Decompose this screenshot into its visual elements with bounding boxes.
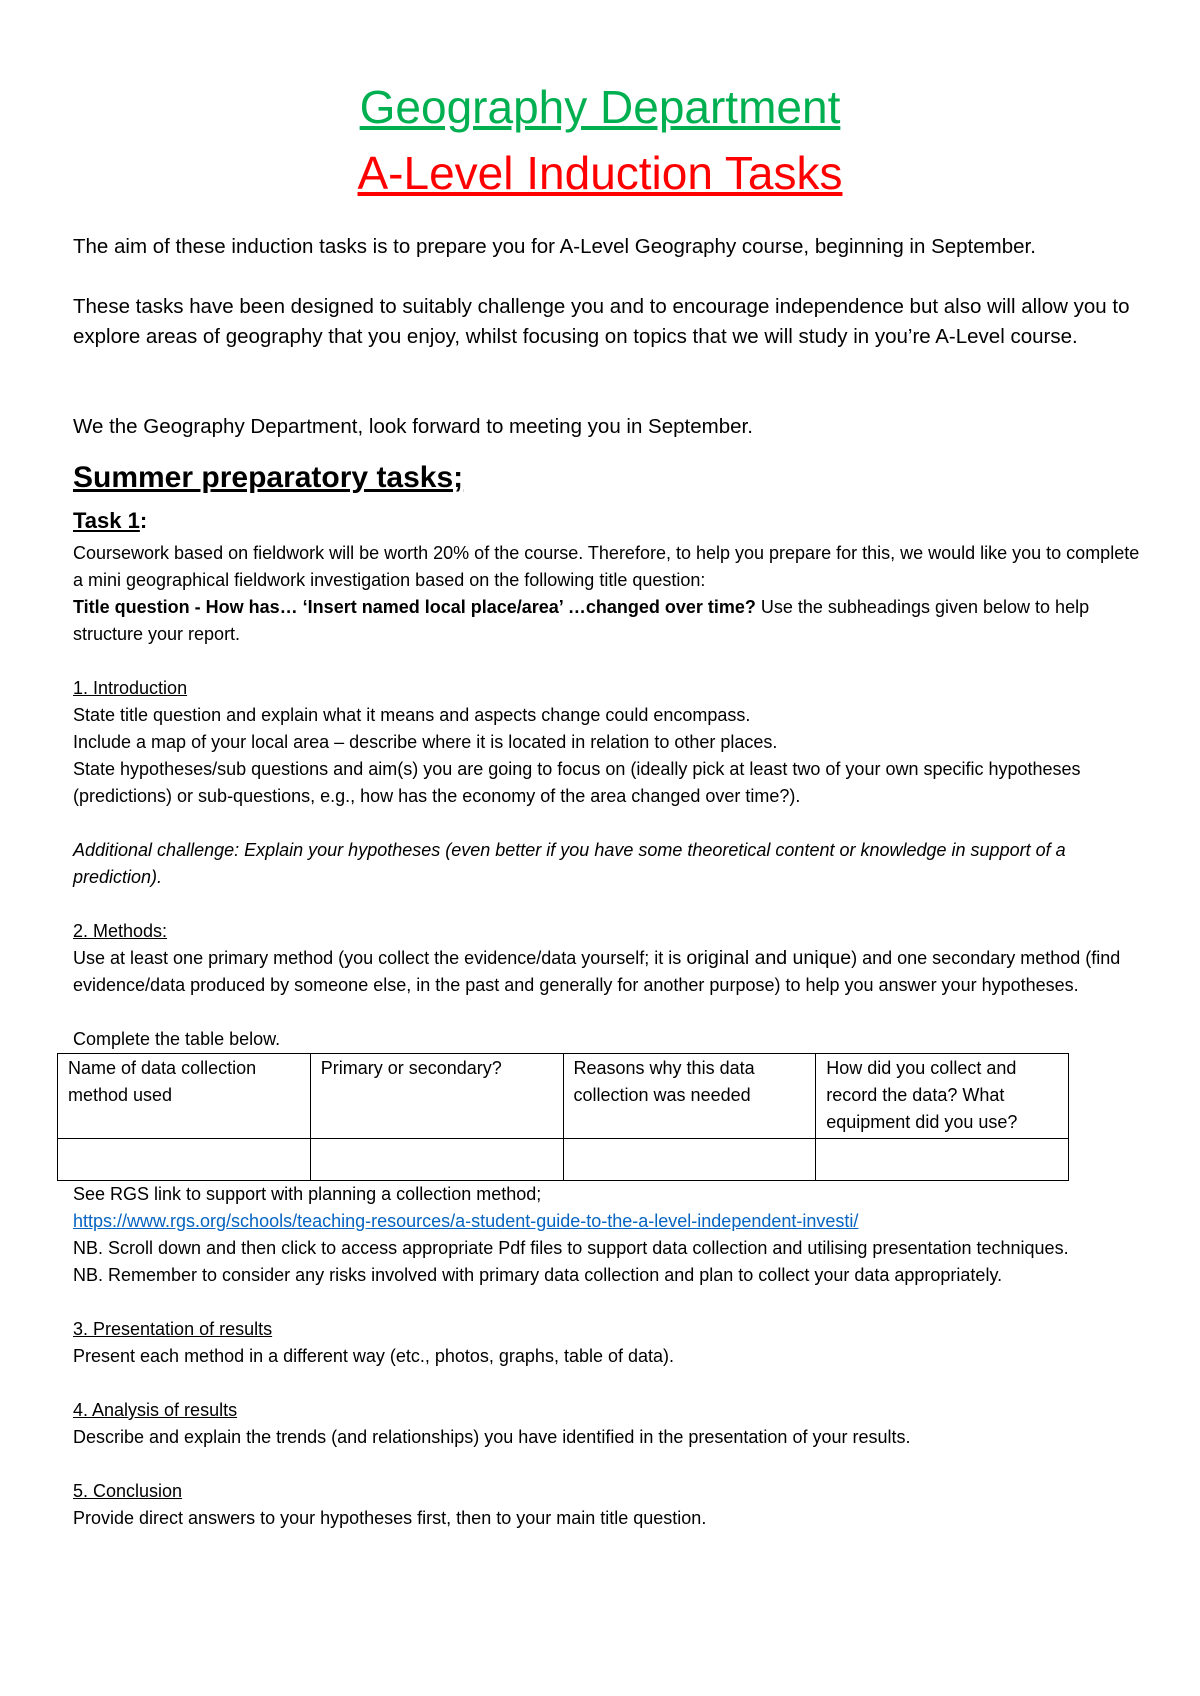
intro-aim-text: The aim of these induction tasks is to prepare you for A-Level Geography course, beginning in September. (73, 235, 1036, 258)
table-header-cell: Name of data collection method used (58, 1054, 311, 1139)
table-intro: Complete the table below. (73, 1029, 281, 1049)
analysis-text: Describe and explain the trends (and relationships) you have identified in the presentation of your results. (73, 1427, 911, 1447)
table-header-cell: Reasons why this data collection was needed (563, 1054, 816, 1139)
table-header-cell: Primary or secondary? (310, 1054, 563, 1139)
intro-welcome-text: We the Geography Department, look forward to meeting you in September. (73, 415, 753, 438)
intro-welcome (73, 412, 1143, 442)
nb-scroll-note: NB. Scroll down and then click to access appropriate Pdf files to support data collection and utilising presentation techniques. (73, 1238, 1069, 1258)
task1-paragraph: Coursework based on fieldwork will be worth 20% of the course. Therefore, to help you prepare for this, we would like you to complete a mini geographical fieldwork investigation based on the following title question: (73, 543, 1140, 590)
presentation-heading: 3. Presentation of results (73, 1319, 273, 1339)
methods-table (57, 1053, 1069, 1181)
summer-tasks-heading: Summer preparatory tasks; (73, 461, 464, 494)
introduction-line-1: State title question and explain what it means and aspects change could encompass. (73, 705, 751, 725)
title-question-rest: Use the subheadings given below to help structure your report. (73, 597, 1090, 644)
task1-colon: : (139, 508, 148, 533)
intro-tasks-text: These tasks have been designed to suitably challenge you and to encourage independence but also will allow you to explore areas of geography that you enjoy, whilst focusing on topics that we will study in you’re A-Level course. (73, 295, 1130, 348)
department-title: Geography Department (359, 81, 841, 133)
methods-text-emphasis: original and unique (686, 947, 852, 969)
conclusion-heading: 5. Conclusion (73, 1481, 183, 1501)
table-header-cell: How did you collect and record the data? What equipment did you use? (816, 1054, 1069, 1139)
title-question-bold: Title question - How has… ‘Insert named local place/area’ …changed over time? (73, 597, 756, 617)
task1-label: Task 1 (73, 508, 140, 533)
additional-challenge: Additional challenge: Explain your hypotheses (even better if you have some theoretical content or knowledge in support of a prediction). (73, 840, 1066, 887)
task1-heading (73, 508, 147, 534)
table-cell[interactable] (58, 1139, 311, 1181)
intro-aim (73, 232, 1143, 262)
task1-body (68, 540, 1148, 1532)
title-question (73, 594, 1148, 648)
introduction-heading: 1. Introduction (73, 678, 188, 698)
introduction-line-3: State hypotheses/sub questions and aim(s) you are going to focus on (ideally pick at least two of your own specific hypotheses (predictions) or sub-questions, e.g., how has the economy of the area changed over time?). (73, 759, 1081, 806)
nb-risk-note: NB. Remember to consider any risks involved with primary data collection and plan to collect your data appropriately. (73, 1265, 1003, 1285)
intro-tasks (73, 292, 1143, 352)
conclusion-text: Provide direct answers to your hypotheses first, then to your main title question. (73, 1508, 707, 1528)
table-header-row (58, 1054, 1069, 1139)
presentation-text: Present each method in a different way (etc., photos, graphs, table of data). (73, 1346, 675, 1366)
methods-heading: 2. Methods: (73, 921, 168, 941)
table-row (58, 1139, 1069, 1181)
rgs-support-text: See RGS link to support with planning a collection method; (73, 1184, 542, 1204)
methods-text-c: ) and one secondary method (find evidence/data produced by someone else, in the past and generally for another purpose) to help you answer your hypotheses. (73, 948, 1121, 995)
rgs-link[interactable]: https://www.rgs.org/schools/teaching-resources/a-student-guide-to-the-a-level-independent-investi/ (73, 1211, 859, 1231)
table-cell[interactable] (816, 1139, 1069, 1181)
table-cell[interactable] (310, 1139, 563, 1181)
methods-text (73, 945, 1148, 999)
induction-title: A-Level Induction Tasks (357, 147, 843, 199)
methods-text-a: Use at least one primary method (you collect the evidence/data yourself; it is (73, 948, 687, 968)
analysis-heading: 4. Analysis of results (73, 1400, 238, 1420)
table-cell[interactable] (563, 1139, 816, 1181)
introduction-line-2: Include a map of your local area – describe where it is located in relation to other places. (73, 732, 778, 752)
